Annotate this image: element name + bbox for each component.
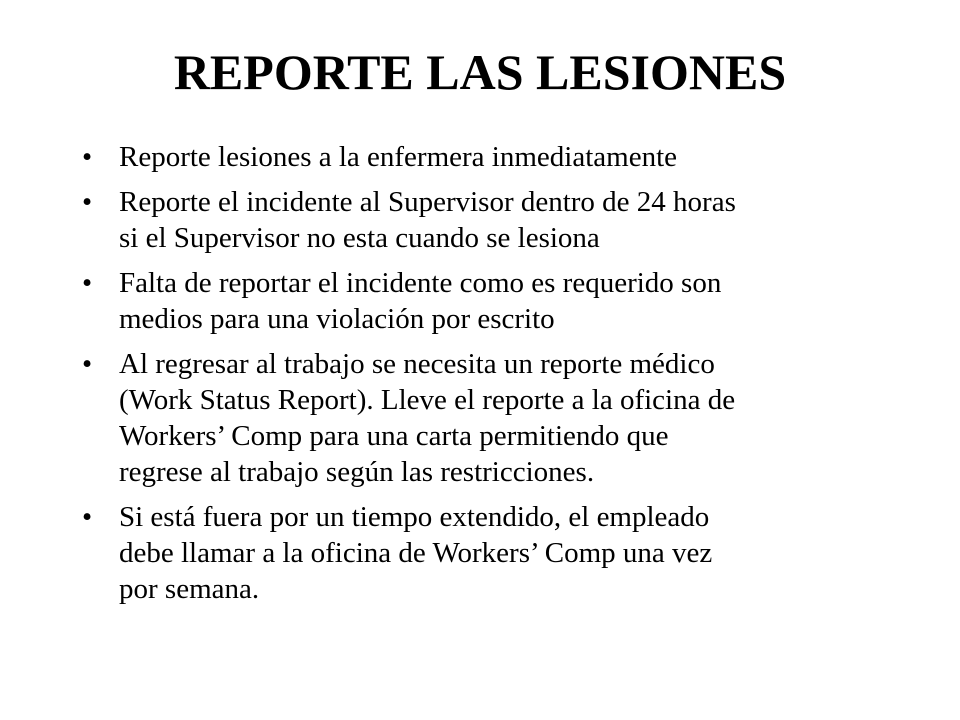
- bullet-point-icon: •: [82, 501, 93, 533]
- bullet-text-line: debe llamar a la oficina de Workers’ Comp una vez: [119, 537, 713, 569]
- bullet-item: [78, 139, 928, 175]
- bullet-point-icon: •: [82, 348, 93, 380]
- bullet-text-line: Workers’ Comp para una carta permitiendo que: [119, 420, 669, 452]
- bullet-text-line: si el Supervisor no esta cuando se lesiona: [119, 222, 600, 254]
- bullet-text-line: regrese al trabajo según las restricciones.: [119, 456, 595, 488]
- bullet-text-line: Reporte el incidente al Supervisor dentro de 24 horas: [119, 186, 736, 218]
- bullet-item: [78, 346, 928, 490]
- bullet-text-line: por semana.: [119, 573, 260, 605]
- bullet-text-line: Reporte lesiones a la enfermera inmediatamente: [119, 141, 677, 173]
- bullet-text-line: (Work Status Report). Lleve el reporte a la oficina de: [119, 384, 736, 416]
- bullet-point-icon: •: [82, 141, 93, 173]
- bullet-text-line: Falta de reportar el incidente como es requerido son: [119, 267, 722, 299]
- bullet-text-line: Si está fuera por un tiempo extendido, el empleado: [119, 501, 710, 533]
- slide-title: REPORTE LAS LESIONES: [173, 44, 787, 100]
- bullet-item: [78, 184, 928, 256]
- bullet-point-icon: •: [82, 186, 93, 218]
- bullet-list: [78, 139, 928, 616]
- bullet-text-line: Al regresar al trabajo se necesita un reporte médico: [119, 348, 715, 380]
- bullet-point-icon: •: [82, 267, 93, 299]
- bullet-item: [78, 265, 928, 337]
- bullet-text-line: medios para una violación por escrito: [119, 303, 555, 335]
- bullet-item: [78, 499, 928, 607]
